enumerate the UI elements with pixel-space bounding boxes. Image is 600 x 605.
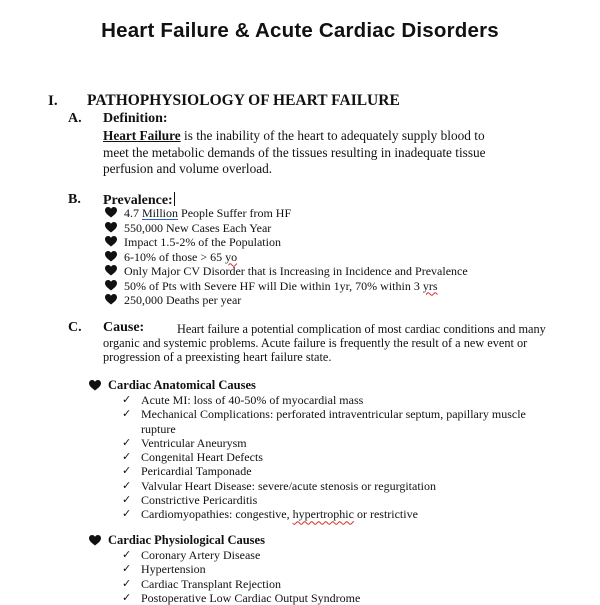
checkmark-icon: ✓ (122, 590, 132, 604)
prevalence-item (105, 206, 468, 221)
cause-text: Valvular Heart Disease: severe/acute stenosis or regurgitation (141, 478, 437, 493)
heart-bullet-icon (105, 265, 118, 277)
text-cursor (174, 192, 175, 206)
checkmark-icon: ✓ (122, 464, 132, 478)
physiological-cause-item (122, 577, 360, 591)
physiological-cause-item (122, 591, 360, 605)
prevalence-list (105, 206, 468, 308)
prevalence-text: Only Major CV Disorder that is Increasing in Incidence and Prevalence (124, 264, 468, 278)
prevalence-item (105, 221, 468, 236)
prevalence-item-text (124, 264, 468, 279)
anatomical-cause-item (122, 464, 526, 478)
definition-letter: A. (68, 111, 82, 126)
checkmark-icon: ✓ (122, 435, 132, 449)
heart-bullet-icon (105, 207, 118, 219)
physiological-cause-item (122, 562, 360, 576)
prevalence-item (105, 279, 468, 294)
prevalence-item-text (124, 279, 438, 294)
physiological-cause-text: Coronary Artery Disease (141, 548, 261, 562)
prevalence-item-text (124, 221, 271, 236)
heart-bullet-icon (105, 280, 118, 292)
prevalence-label-text: Prevalence: (103, 193, 173, 208)
anatomical-cause-text (141, 507, 418, 521)
anatomical-cause-item (122, 436, 526, 450)
checkmark-icon: ✓ (122, 450, 132, 464)
checkmark-icon (122, 422, 141, 436)
heart-bullet-icon (89, 535, 102, 547)
heart-bullet-icon (105, 236, 118, 248)
heart-bullet-icon (105, 222, 118, 234)
prevalence-text: 50% of Pts with Severe HF will Die within 1yr, 70% within 3 (124, 278, 423, 293)
anatomical-cause-item (122, 493, 526, 507)
page-title: Heart Failure & Acute Cardiac Disorders (101, 19, 499, 42)
checkmark-icon: ✓ (122, 576, 132, 590)
anatomical-cause-item (122, 407, 526, 421)
anatomical-causes-heading-text: Cardiac Anatomical Causes (108, 378, 256, 392)
definition-line-2: meet the metabolic demands of the tissues resulting in inadequate tissue (103, 144, 486, 160)
definition-line-1 (103, 128, 486, 145)
prevalence-text: 4.7 (124, 206, 142, 220)
definition-text (103, 128, 486, 178)
heart-bullet-icon (89, 380, 102, 392)
prevalence-item-text (124, 206, 291, 221)
definition-line-1-rest: is the inability of the heart to adequately supply blood to (180, 128, 485, 143)
cause-text: Congenital Heart Defects (141, 450, 263, 465)
anatomical-causes-list (122, 393, 526, 522)
anatomical-cause-text (141, 436, 247, 450)
cause-text: Ventricular Aneurysm (141, 435, 247, 450)
anatomical-cause-item (122, 422, 526, 436)
anatomical-cause-item (122, 393, 526, 407)
prevalence-text-tail: People Suffer from HF (178, 206, 292, 220)
checkmark-icon: ✓ (122, 493, 132, 507)
cause-flagged-word: hypertrophic (292, 507, 354, 522)
cause-text: Cardiomyopathies: congestive, (141, 507, 293, 522)
anatomical-cause-item (122, 479, 526, 493)
cause-line-1: Heart failure a potential complication of most cardiac conditions and many (177, 322, 546, 336)
cause-text: Constrictive Pericarditis (141, 493, 258, 508)
definition-label: Definition: (103, 111, 168, 126)
cause-text: Acute MI: loss of 40-50% of myocardial mass (141, 393, 364, 407)
prevalence-item-text (124, 250, 237, 265)
physiological-causes-heading-text: Cardiac Physiological Causes (108, 533, 265, 547)
definition-term: Heart Failure (103, 128, 181, 143)
anatomical-cause-text (141, 479, 436, 493)
section-title: PATHOPHYSIOLOGY OF HEART FAILURE (87, 92, 400, 109)
checkmark-icon: ✓ (122, 507, 132, 521)
prevalence-item (105, 250, 468, 265)
physiological-cause-text: Hypertension (141, 562, 206, 577)
prevalence-item (105, 264, 468, 279)
heart-bullet-icon (105, 251, 118, 263)
prevalence-item-text (124, 235, 281, 250)
anatomical-cause-item (122, 450, 526, 464)
prevalence-item (105, 235, 468, 250)
cause-line-3: progression of a preexisting heart failure state. (103, 350, 332, 364)
prevalence-flagged-word: yo (225, 249, 238, 264)
anatomical-cause-text (141, 493, 257, 507)
checkmark-icon: ✓ (122, 393, 132, 406)
cause-text: Pericardial Tamponade (141, 464, 252, 479)
cause-label: Cause: (103, 320, 145, 335)
anatomical-cause-text (141, 422, 176, 436)
checkmark-icon: ✓ (122, 407, 132, 421)
cause-text: Mechanical Complications: perforated intraventricular septum, papillary muscle (141, 407, 526, 422)
anatomical-cause-text (141, 450, 263, 464)
definition-line-3: perfusion and volume overload. (103, 161, 273, 176)
prevalence-flagged-word: yrs (422, 278, 438, 293)
physiological-cause-text: Postoperative Low Cardiac Output Syndrome (141, 590, 361, 605)
anatomical-causes-heading (89, 378, 256, 393)
checkmark-icon: ✓ (122, 478, 132, 492)
prevalence-text: 550,000 New Cases Each Year (124, 220, 272, 235)
heart-bullet-icon (105, 294, 118, 306)
physiological-cause-text: Cardiac Transplant Rejection (141, 576, 281, 591)
cause-text-tail: or restrictive (353, 507, 418, 522)
anatomical-cause-text (141, 464, 252, 478)
cause-line-2: organic and systemic problems. Acute failure is frequently the result of a new event or (103, 336, 528, 350)
prevalence-text: 250,000 Deaths per year (124, 293, 242, 307)
prevalence-flagged-word: Million (142, 206, 179, 220)
anatomical-cause-text (141, 393, 363, 407)
prevalence-item (105, 293, 468, 308)
checkmark-icon: ✓ (122, 562, 132, 576)
physiological-causes-list (122, 548, 360, 605)
prevalence-text: 6-10% of those > 65 (124, 249, 226, 264)
cause-letter: C. (68, 320, 82, 335)
prevalence-text: Impact 1.5-2% of the Population (124, 235, 281, 249)
cause-text: rupture (141, 421, 176, 436)
anatomical-cause-text (141, 407, 526, 421)
section-number: I. (48, 93, 58, 109)
prevalence-item-text (124, 293, 241, 308)
anatomical-cause-item (122, 507, 526, 521)
physiological-causes-heading (89, 533, 265, 548)
prevalence-letter: B. (68, 192, 81, 207)
checkmark-icon: ✓ (122, 548, 132, 561)
physiological-cause-item (122, 548, 360, 562)
